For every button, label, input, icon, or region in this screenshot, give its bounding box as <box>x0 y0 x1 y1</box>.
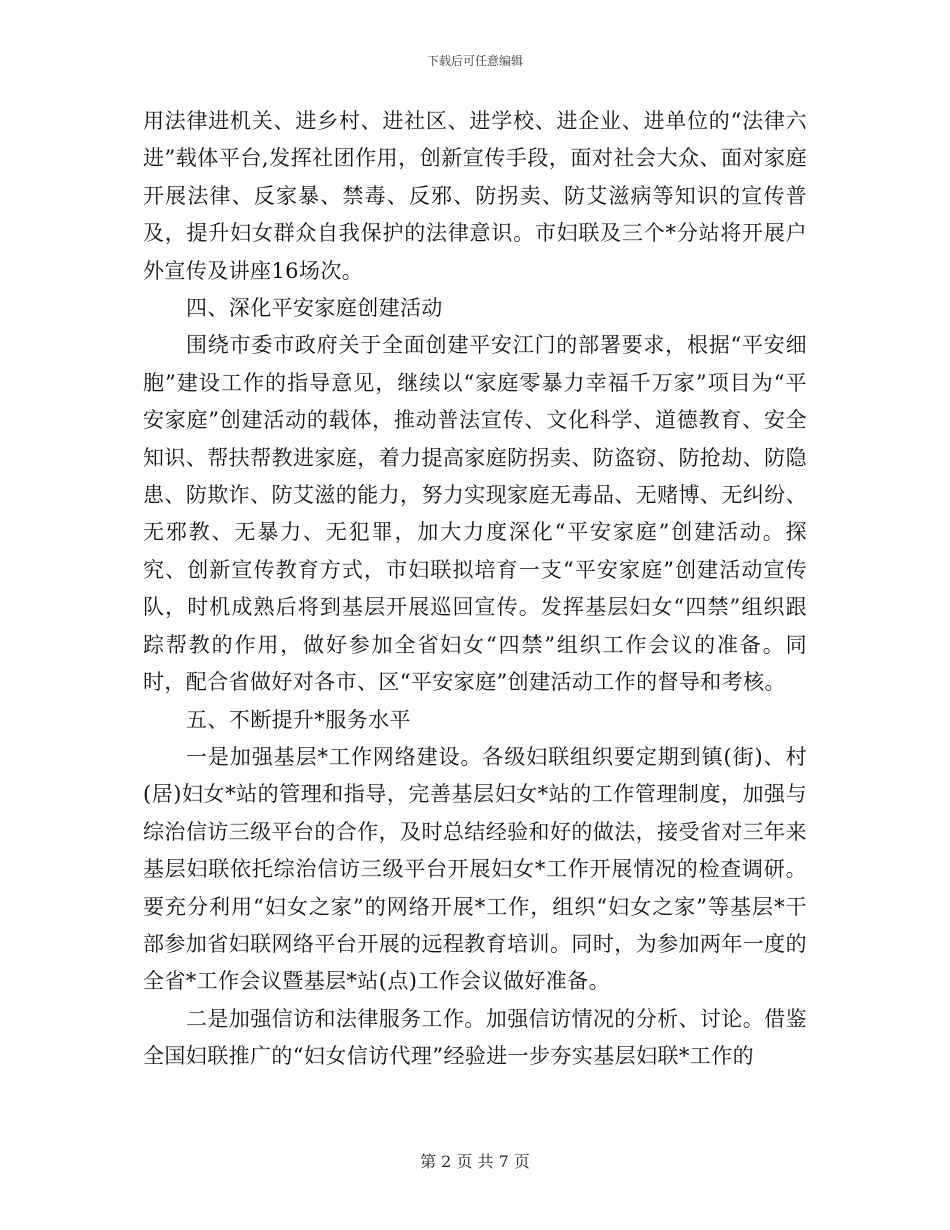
page-number: 2 <box>441 1152 452 1171</box>
footer-middle: 页 共 <box>456 1152 494 1171</box>
page-footer <box>0 1152 950 1172</box>
page-total: 7 <box>498 1152 509 1171</box>
paragraph-petition-legal: 二是加强信访和法律服务工作。加强信访情况的分析、讨论。借鉴全国妇联推广的“妇女信访代理”经验进一步夯实基层妇联*工作的 <box>143 1006 807 1069</box>
paragraph-network-building: 一是加强基层*工作网络建设。各级妇联组织要定期到镇(街)、村(居)妇女*站的管理和指导，完善基层妇女*站的工作管理制度，加强与综治信访三级平台的合作，及时总结经验和好的做法，接受省对三年来基层妇联依托综治信访三级平台开展妇女*工作开展情况的检查调研。要充分利用“妇女之家”的网络开展*工作，组织“妇女之家”等基层*干部参加省妇联网络平台开展的远程教育培训。同时，为参加两年一度的全省*工作会议暨基层*站(点)工作会议做好准备。 <box>143 744 807 994</box>
page-header <box>0 53 950 69</box>
document-body <box>143 103 807 1076</box>
header-text: 下载后可任意编辑 <box>426 54 523 68</box>
section-heading-5: 五、不断提升*服务水平 <box>186 707 411 732</box>
section-heading-4: 四、深化平安家庭创建活动 <box>186 296 443 321</box>
footer-prefix: 第 <box>420 1152 437 1171</box>
paragraph-continuation: 用法律进机关、进乡村、进社区、进学校、进企业、进单位的“法律六进”载体平台,发挥社团作用，创新宣传手段，面对社会大众、面对家庭开展法律、反家暴、禁毒、反邪、防拐卖、防艾滋病等知识的宣传普及，提升妇女群众自我保护的法律意识。市妇联及三个*分站将开展户外宣传及讲座16场次。 <box>143 109 807 283</box>
footer-suffix: 页 <box>513 1152 530 1171</box>
paragraph-safe-family: 围绕市委市政府关于全面创建平安江门的部署要求，根据“平安细胞”建设工作的指导意见，继续以“家庭零暴力幸福千万家”项目为“平安家庭”创建活动的载体，推动普法宣传、文化科学、道德教育、安全知识、帮扶帮教进家庭，着力提高家庭防拐卖、防盗窃、防抢劫、防隐患、防欺诈、防艾滋的能力，努力实现家庭无毒品、无赌博、无纠纷、无邪教、无暴力、无犯罪，加大力度深化“平安家庭”创建活动。探究、创新宣传教育方式，市妇联拟培育一支“平安家庭”创建活动宣传队，时机成熟后将到基层开展巡回宣传。发挥基层妇女“四禁”组织跟踪帮教的作用，做好参加全省妇女“四禁”组织工作会议的准备。同时，配合省做好对各市、区“平安家庭”创建活动工作的督导和考核。 <box>143 333 807 695</box>
